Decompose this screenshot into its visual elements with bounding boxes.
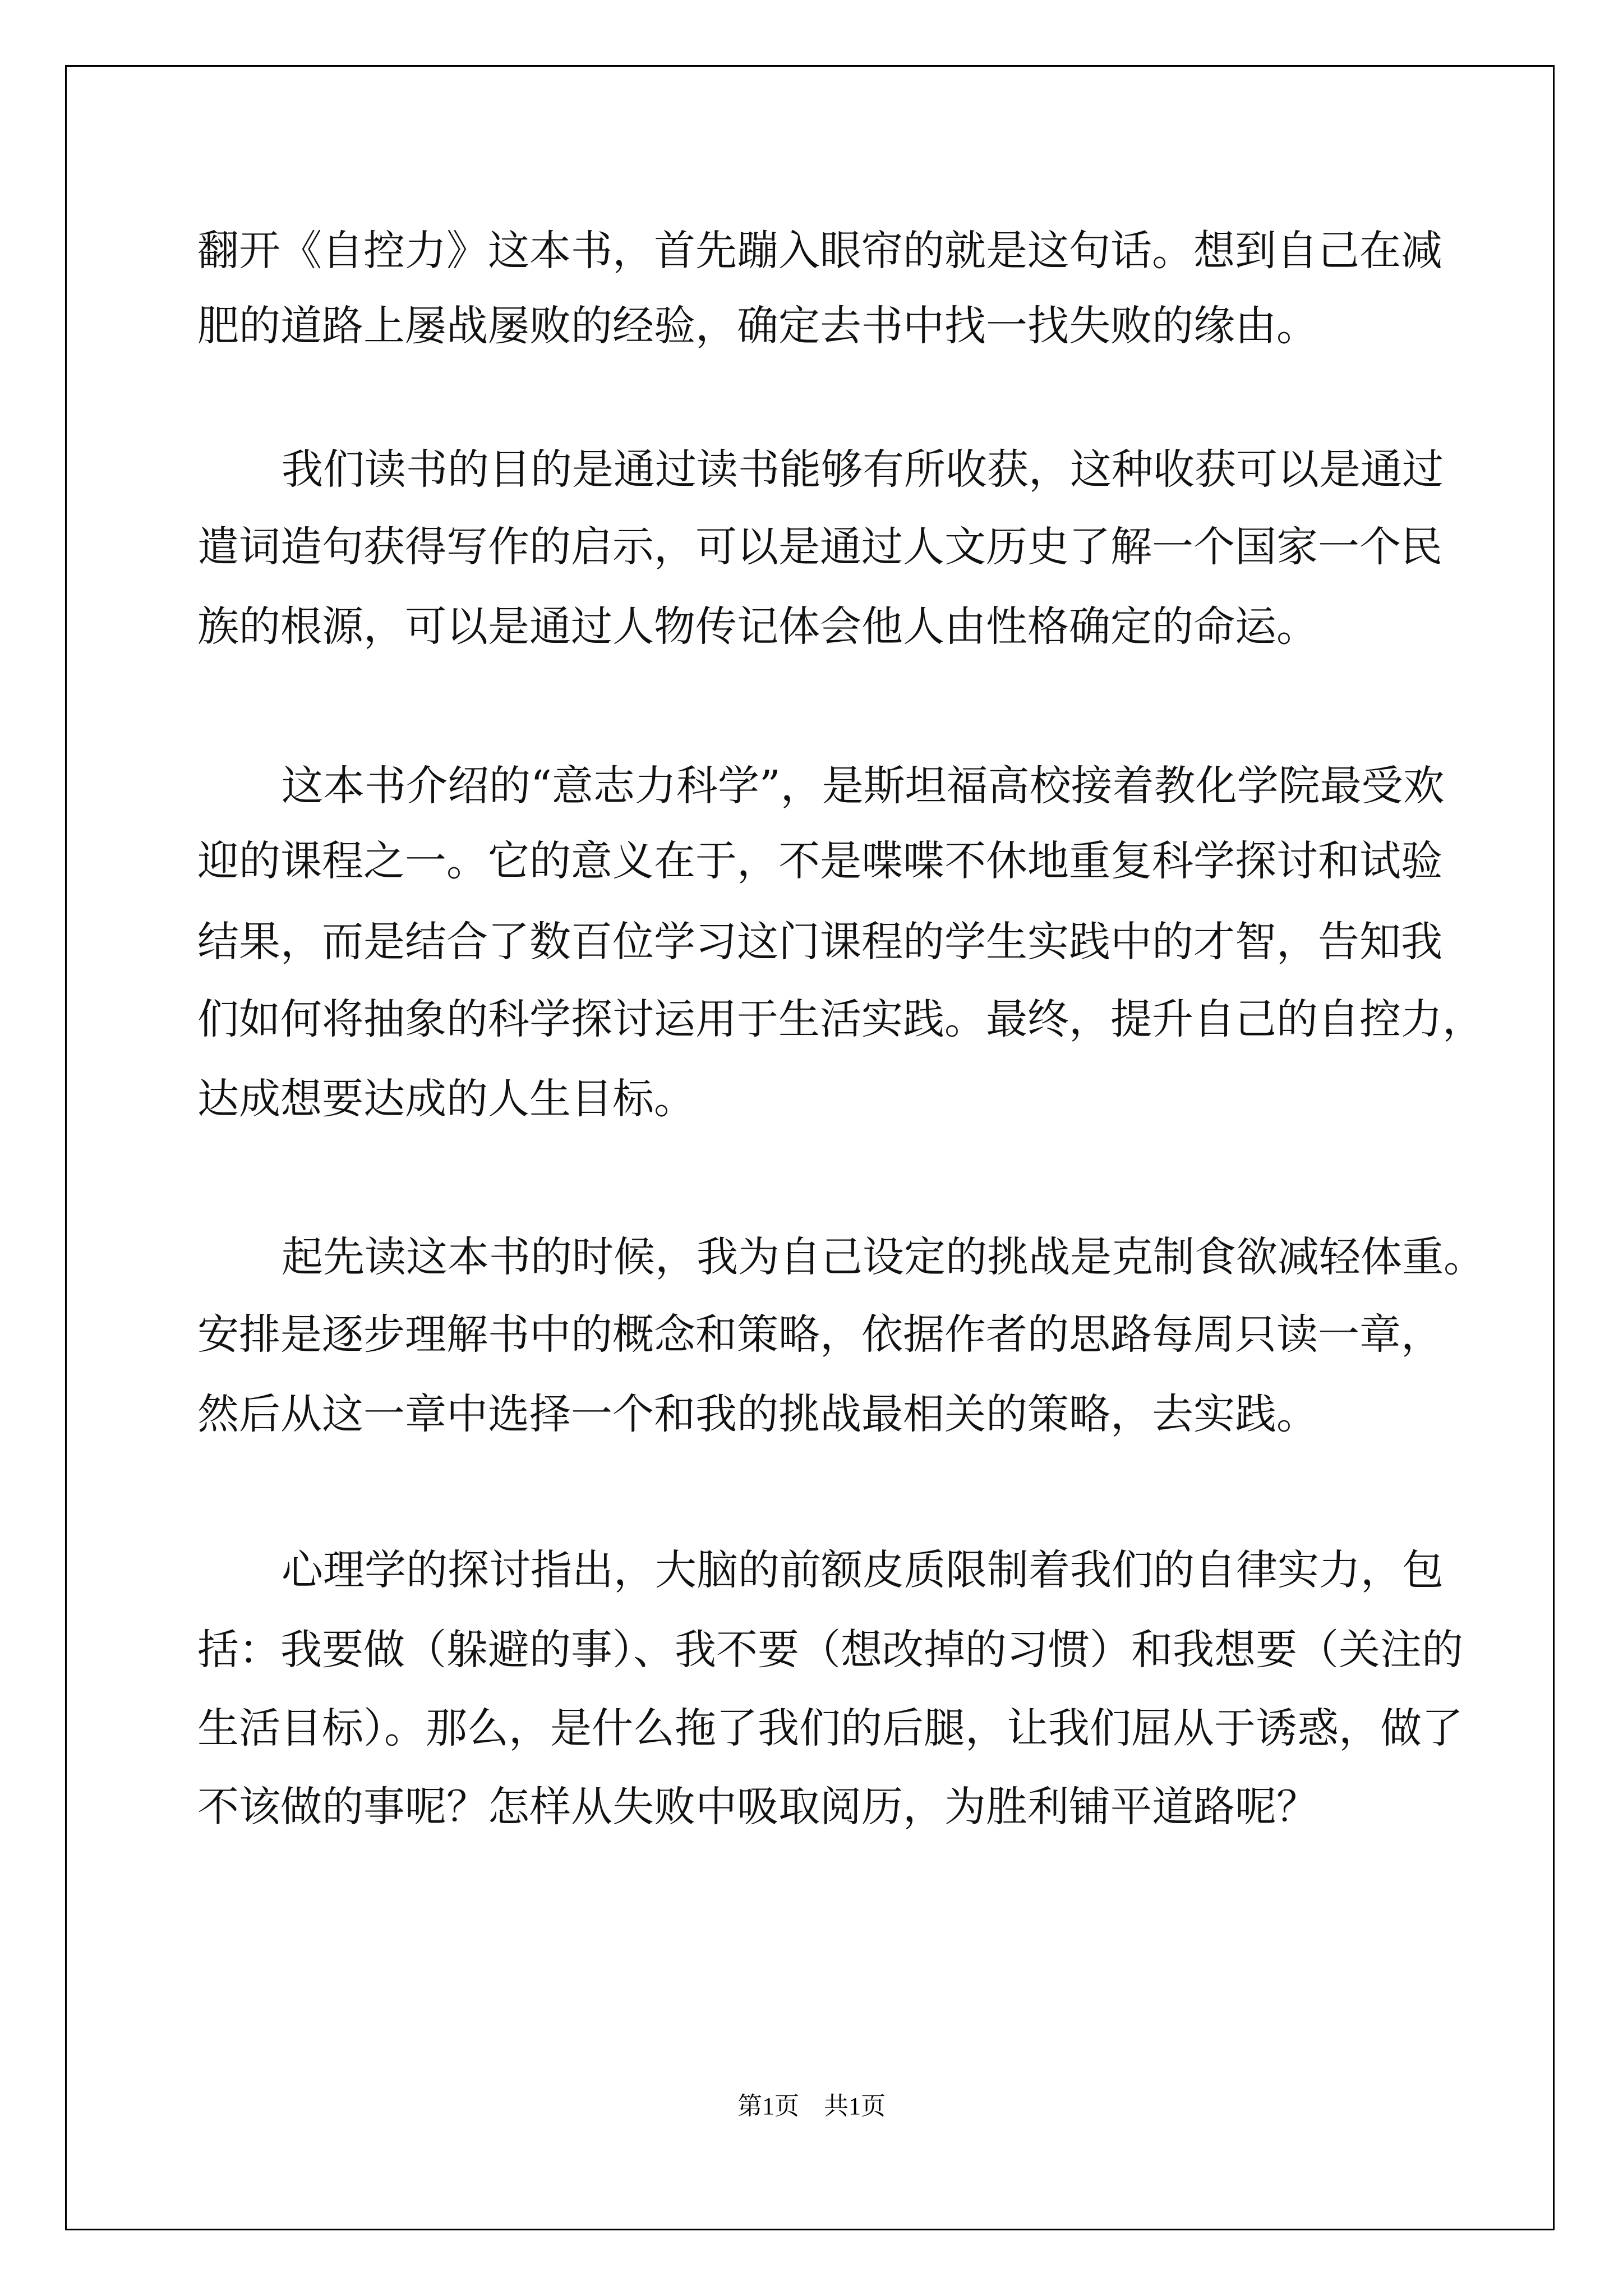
paragraph-4-line-3: 然后从这一章中选择一个和我的挑战最相关的策略，去实践。 (197, 1390, 1318, 1438)
paragraph-3-line-3: 结果，而是结合了数百位学习这门课程的学生实践中的才智，告知我 (197, 918, 1442, 966)
paragraph-3-line-2: 迎的课程之一。它的意义在于，不是喋喋不休地重复科学探讨和试验 (197, 837, 1442, 885)
page-number: 第1页 (737, 2092, 799, 2120)
page-footer (0, 2086, 1623, 2122)
paragraph-5-line-2: 括：我要做（躲避的事）、我不要（想改掉的习惯）和我想要（关注的 (197, 1626, 1463, 1674)
paragraph-3-line-4: 们如何将抽象的科学探讨运用于生活实践。最终，提升自己的自控力， (197, 995, 1484, 1043)
page-total: 共1页 (824, 2092, 886, 2120)
paragraph-4-line-2: 安排是逐步理解书中的概念和策略，依据作者的思路每周只读一章， (197, 1310, 1442, 1359)
paragraph-5-line-3: 生活目标）。那么，是什么拖了我们的后腿，让我们屈从于诱惑，做了 (197, 1704, 1463, 1752)
paragraph-1-line-2: 肥的道路上屡战屡败的经验，确定去书中找一找失败的缘由。 (197, 302, 1318, 350)
paragraph-3-line-5: 达成想要达成的人生目标。 (197, 1075, 695, 1123)
paragraph-5-line-1: 心理学的探讨指出，大脑的前额皮质限制着我们的自律实力，包 (282, 1546, 1444, 1594)
paragraph-2-line-1: 我们读书的目的是通过读书能够有所收获，这种收获可以是通过 (282, 445, 1444, 494)
paragraph-1-line-1: 翻开《自控力》这本书，首先蹦入眼帘的就是这句话。想到自己在减 (197, 227, 1442, 275)
paragraph-5-line-4: 不该做的事呢？怎样从失败中吸取阅历，为胜利铺平道路呢？ (197, 1783, 1318, 1831)
paragraph-3-line-1: 这本书介绍的“意志力科学”，是斯坦福高校接着教化学院最受欢 (282, 762, 1445, 810)
paragraph-2-line-2: 遣词造句获得写作的启示，可以是通过人文历史了解一个国家一个民 (197, 523, 1442, 571)
page-border (65, 65, 1555, 2230)
paragraph-4-line-1: 起先读这本书的时候，我为自己设定的挑战是克制食欲减轻体重。 (282, 1233, 1485, 1281)
paragraph-2-line-3: 族的根源，可以是通过人物传记体会他人由性格确定的命运。 (197, 602, 1318, 651)
